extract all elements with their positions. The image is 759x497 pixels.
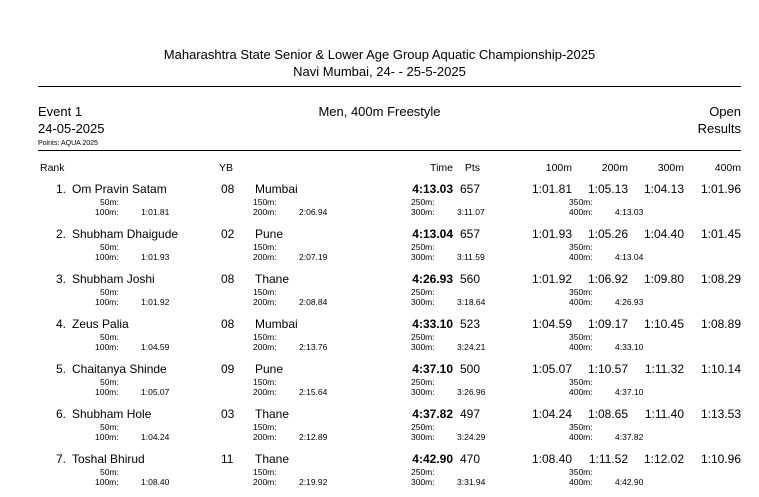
label-250m: 250m: (411, 197, 435, 207)
rank: 5. (55, 362, 66, 376)
label-250m: 250m: (411, 287, 435, 297)
split-400m: 1:01.45 (700, 227, 741, 241)
cumulative-400m: 4:37.10 (615, 387, 644, 397)
athlete-name: Zeus Palia (72, 317, 129, 331)
club: Thane (255, 452, 290, 466)
label-150m: 150m: (253, 422, 277, 432)
cumulative-200m: 2:07.19 (299, 252, 328, 262)
split-200m: 1:05.26 (587, 227, 628, 241)
label-350m: 350m: (569, 242, 593, 252)
label-100m: 100m: (95, 342, 119, 352)
label-250m: 250m: (411, 332, 435, 342)
label-150m: 150m: (253, 467, 277, 477)
cumulative-200m: 2:13.76 (299, 342, 328, 352)
cumulative-200m: 2:12.89 (299, 432, 328, 442)
header-divider (38, 86, 741, 87)
cumulative-200m: 2:19.92 (299, 477, 328, 487)
label-350m: 350m: (569, 422, 593, 432)
label-150m: 150m: (253, 197, 277, 207)
birth-year: 03 (221, 407, 235, 421)
col-400m: 400m (714, 162, 741, 174)
rank: 6. (55, 407, 66, 421)
final-time: 4:37.82 (412, 407, 453, 421)
label-150m: 150m: (253, 242, 277, 252)
split-300m: 1:09.80 (643, 272, 684, 286)
label-50m: 50m: (100, 422, 119, 432)
final-time: 4:42.90 (412, 452, 453, 466)
cumulative-100m: 1:01.93 (141, 252, 170, 262)
label-300m: 300m: (411, 252, 435, 262)
club: Thane (255, 407, 290, 421)
label-200m: 200m: (253, 342, 277, 352)
cumulative-300m: 3:24.21 (457, 342, 486, 352)
athlete-name: Shubham Joshi (72, 272, 155, 286)
label-350m: 350m: (569, 287, 593, 297)
label-300m: 300m: (411, 342, 435, 352)
cumulative-400m: 4:37.82 (615, 432, 644, 442)
label-350m: 350m: (569, 332, 593, 342)
split-100m: 1:08.40 (531, 452, 572, 466)
label-300m: 300m: (411, 477, 435, 487)
birth-year: 08 (221, 317, 235, 331)
label-200m: 200m: (253, 387, 277, 397)
col-300m: 300m (657, 162, 684, 174)
label-300m: 300m: (411, 207, 435, 217)
split-100m: 1:05.07 (531, 362, 572, 376)
cumulative-300m: 3:18.64 (457, 297, 486, 307)
label-250m: 250m: (411, 422, 435, 432)
label-400m: 400m: (569, 432, 593, 442)
label-250m: 250m: (411, 467, 435, 477)
cumulative-300m: 3:24.29 (457, 432, 486, 442)
label-50m: 50m: (100, 287, 119, 297)
final-time: 4:26.93 (412, 272, 453, 286)
club: Mumbai (255, 182, 298, 196)
cumulative-300m: 3:11.07 (457, 207, 485, 217)
split-300m: 1:10.45 (643, 317, 684, 331)
result-row (0, 407, 759, 452)
event-type: Results (697, 121, 741, 136)
label-150m: 150m: (253, 287, 277, 297)
label-300m: 300m: (411, 432, 435, 442)
cumulative-100m: 1:01.81 (141, 207, 170, 217)
label-200m: 200m: (253, 432, 277, 442)
cumulative-200m: 2:08.84 (299, 297, 328, 307)
label-50m: 50m: (100, 332, 119, 342)
birth-year: 11 (221, 452, 234, 466)
document-title: Maharashtra State Senior & Lower Age Group Aquatic Championship-2025 (163, 47, 596, 62)
split-400m: 1:13.53 (700, 407, 741, 421)
split-300m: 1:04.13 (643, 182, 684, 196)
label-200m: 200m: (253, 297, 277, 307)
cumulative-400m: 4:26.93 (615, 297, 644, 307)
event-category: Open (709, 104, 741, 119)
cumulative-100m: 1:05.07 (141, 387, 170, 397)
result-row (0, 227, 759, 272)
label-300m: 300m: (411, 387, 435, 397)
split-200m: 1:05.13 (587, 182, 628, 196)
points: 500 (459, 362, 480, 376)
final-time: 4:37.10 (412, 362, 453, 376)
label-50m: 50m: (100, 197, 119, 207)
split-300m: 1:11.40 (644, 407, 684, 421)
split-200m: 1:11.52 (588, 452, 628, 466)
split-300m: 1:11.32 (644, 362, 684, 376)
label-100m: 100m: (95, 252, 119, 262)
split-200m: 1:08.65 (587, 407, 628, 421)
label-250m: 250m: (411, 377, 435, 387)
label-400m: 400m: (569, 252, 593, 262)
event-name: Men, 400m Freestyle (318, 104, 441, 119)
split-200m: 1:06.92 (587, 272, 628, 286)
label-50m: 50m: (100, 467, 119, 477)
label-100m: 100m: (95, 477, 119, 487)
label-350m: 350m: (569, 377, 593, 387)
label-350m: 350m: (569, 467, 593, 477)
cumulative-300m: 3:31.94 (457, 477, 486, 487)
club: Thane (255, 272, 290, 286)
final-time: 4:33.10 (412, 317, 453, 331)
points: 523 (459, 317, 480, 331)
event-date: 24-05-2025 (38, 121, 105, 136)
split-400m: 1:08.29 (700, 272, 741, 286)
split-300m: 1:04.40 (643, 227, 684, 241)
cumulative-100m: 1:04.59 (141, 342, 170, 352)
label-250m: 250m: (411, 242, 435, 252)
athlete-name: Shubham Dhaigude (72, 227, 179, 241)
athlete-name: Shubham Hole (72, 407, 152, 421)
split-400m: 1:08.89 (700, 317, 741, 331)
split-400m: 1:10.14 (700, 362, 741, 376)
cumulative-100m: 1:01.92 (141, 297, 170, 307)
split-100m: 1:04.59 (531, 317, 572, 331)
col-time: Time (430, 162, 453, 174)
cumulative-400m: 4:13.03 (615, 207, 644, 217)
final-time: 4:13.03 (412, 182, 453, 196)
cumulative-400m: 4:13.04 (615, 252, 644, 262)
points: 560 (459, 272, 480, 286)
result-row (0, 362, 759, 407)
club: Pune (255, 227, 284, 241)
label-100m: 100m: (95, 207, 119, 217)
cumulative-300m: 3:26.96 (457, 387, 486, 397)
points-note: Points: AQUA 2025 (38, 140, 98, 147)
split-400m: 1:10.96 (700, 452, 741, 466)
label-50m: 50m: (100, 377, 119, 387)
split-100m: 1:01.92 (531, 272, 572, 286)
athlete-name: Toshal Bhirud (72, 452, 145, 466)
split-200m: 1:10.57 (587, 362, 628, 376)
label-50m: 50m: (100, 242, 119, 252)
label-100m: 100m: (95, 297, 119, 307)
split-200m: 1:09.17 (587, 317, 628, 331)
points: 470 (459, 452, 480, 466)
label-400m: 400m: (569, 387, 593, 397)
label-400m: 400m: (569, 477, 593, 487)
birth-year: 08 (221, 182, 235, 196)
col-200m: 200m (601, 162, 628, 174)
final-time: 4:13.04 (412, 227, 453, 241)
split-400m: 1:01.96 (700, 182, 741, 196)
cumulative-200m: 2:06.94 (299, 207, 328, 217)
document-subtitle: Navi Mumbai, 24- - 25-5-2025 (293, 64, 466, 79)
result-row (0, 452, 759, 497)
label-100m: 100m: (95, 432, 119, 442)
birth-year: 02 (221, 227, 235, 241)
label-100m: 100m: (95, 387, 119, 397)
label-150m: 150m: (253, 332, 277, 342)
rank: 4. (55, 317, 66, 331)
label-400m: 400m: (569, 342, 593, 352)
col-rank: Rank (40, 162, 65, 174)
cumulative-100m: 1:04.24 (141, 432, 170, 442)
result-row (0, 317, 759, 362)
label-350m: 350m: (569, 197, 593, 207)
rank: 7. (55, 452, 66, 466)
cumulative-200m: 2:15.64 (299, 387, 328, 397)
label-200m: 200m: (253, 252, 277, 262)
club: Pune (255, 362, 284, 376)
event-divider (38, 150, 741, 151)
col-pts: Pts (464, 162, 480, 174)
birth-year: 08 (221, 272, 235, 286)
points: 497 (459, 407, 480, 421)
label-150m: 150m: (253, 377, 277, 387)
cumulative-300m: 3:11.59 (457, 252, 485, 262)
label-200m: 200m: (253, 477, 277, 487)
label-400m: 400m: (569, 297, 593, 307)
label-200m: 200m: (253, 207, 277, 217)
label-300m: 300m: (411, 297, 435, 307)
split-100m: 1:04.24 (531, 407, 572, 421)
rank: 3. (55, 272, 66, 286)
col-yb: YB (219, 162, 234, 174)
cumulative-400m: 4:42.90 (615, 477, 644, 487)
rank: 1. (55, 182, 66, 196)
event-number: Event 1 (38, 104, 83, 119)
result-row (0, 272, 759, 317)
result-row (0, 182, 759, 227)
label-400m: 400m: (569, 207, 593, 217)
club: Mumbai (255, 317, 298, 331)
split-300m: 1:12.02 (643, 452, 684, 466)
athlete-name: Chaitanya Shinde (72, 362, 167, 376)
athlete-name: Om Pravin Satam (72, 182, 167, 196)
col-100m: 100m (545, 162, 572, 174)
points: 657 (459, 182, 480, 196)
split-100m: 1:01.93 (531, 227, 572, 241)
points: 657 (459, 227, 480, 241)
cumulative-100m: 1:08.40 (141, 477, 170, 487)
birth-year: 09 (221, 362, 235, 376)
rank: 2. (55, 227, 66, 241)
split-100m: 1:01.81 (531, 182, 572, 196)
cumulative-400m: 4:33.10 (615, 342, 644, 352)
